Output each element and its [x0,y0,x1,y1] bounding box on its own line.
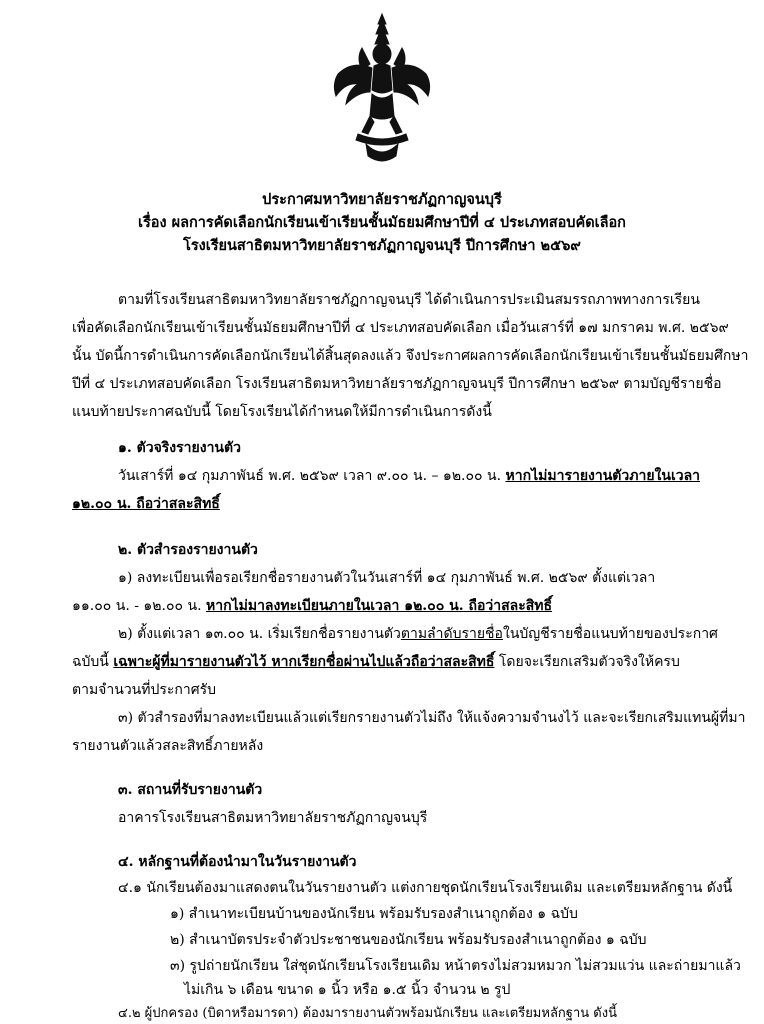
section-4-1: ๔.๑ นักเรียนต้องมาแสดงตนในวันรายงานตัว แต่งกายชุดนักเรียนโรงเรียนเดิม และเตรียมหลักฐาน ดังนี้ [118,880,733,896]
section-3-text: อาคารโรงเรียนสาธิตมหาวิทยาลัยราชภัฏกาญจนบุรี [118,810,428,826]
intro-line-4: ปีที่ ๔ ประเภทสอบคัดเลือก โรงเรียนสาธิตมหาวิทยาลัยราชภัฏกาญจนบุรี ปีการศึกษา ๒๕๖๙ ตามบัญชีรายชื่อ [72,376,722,392]
section-2-item-2-text-b: ในบัญชีรายชื่อแนบท้ายของประกาศ [502,626,718,642]
intro-line-5: แนบท้ายประกาศฉบับนี้ โดยโรงเรียนได้กำหนดให้มีการดำเนินการดังนี้ [72,404,492,420]
title-line-2: เรื่อง ผลการคัดเลือกนักเรียนเข้าเรียนชั้นมัธยมศึกษาปีที่ ๔ ประเภทสอบคัดเลือก [138,214,626,231]
section-4-2: ๔.๒ ผู้ปกครอง (บิดาหรือมารดา) ต้องมารายงานตัวพร้อมนักเรียน และเตรียมหลักฐาน ดังนี้ [118,1006,617,1021]
section-2-order: ตามลำดับรายชื่อ [400,626,503,642]
section-2-warning: หากไม่มาลงทะเบียนภายในเวลา ๑๒.๐๐ น. ถือว่าสละสิทธิ์ [206,598,553,614]
section-1-heading: ๑. ตัวจริงรายงานตัว [118,440,241,456]
intro-line-2: เพื่อคัดเลือกนักเรียนเข้าเรียนชั้นมัธยมศึกษาปีที่ ๔ ประเภทสอบคัดเลือก เมื่อวันเสาร์ที่ ๑๗ มกราคม พ.ศ. ๒๕๖๙ [72,320,729,336]
section-1-text: วันเสาร์ที่ ๑๔ กุมภาพันธ์ พ.ศ. ๒๕๖๙ เวลา ๙.๐๐ น. – ๑๒.๐๐ น. [118,468,506,484]
section-4-1-item-1: ๑) สำเนาทะเบียนบ้านของนักเรียน พร้อมรับรองสำเนาถูกต้อง ๑ ฉบับ [170,906,578,922]
intro-line-1: ตามที่โรงเรียนสาธิตมหาวิทยาลัยราชภัฏกาญจนบุรี ได้ดำเนินการประเมินสมรรถภาพทางการเรียน [118,292,700,308]
section-2-item-2-end: ตามจำนวนที่ประกาศรับ [72,682,217,698]
section-4-heading: ๔. หลักฐานที่ต้องนำมาในวันรายงานตัว [118,854,357,870]
section-4-1-item-2: ๒) สำเนาบัตรประจำตัวประชาชนของนักเรียน พร้อมรับรองสำเนาถูกต้อง ๑ ฉบับ [170,932,647,948]
title-line-1: ประกาศมหาวิทยาลัยราชภัฏกาญจนบุรี [262,191,502,208]
section-2-item-1-cont [72,596,552,616]
section-2-item-2-cont [72,652,680,672]
section-4-1-item-3: ๓) รูปถ่ายนักเรียน ใส่ชุดนักเรียนโรงเรียนเดิม หน้าตรงไม่สวมหมวก ไม่สวมแว่น และถ่ายมาแล้ว [170,958,741,974]
section-3-heading: ๓. สถานที่รับรายงานตัว [118,782,263,798]
section-2-heading: ๒. ตัวสำรองรายงานตัว [118,542,258,558]
section-4-1-item-3-cont: ไม่เกิน ๖ เดือน ขนาด ๑ นิ้ว หรือ ๑.๕ นิ้ว จำนวน ๒ รูป [184,982,511,998]
section-2-item-1: ๑) ลงทะเบียนเพื่อรอเรียกชื่อรายงานตัวในวันเสาร์ที่ ๑๔ กุมภาพันธ์ พ.ศ. ๒๕๖๙ ตั้งแต่เวลา [118,570,656,586]
title-line-3: โรงเรียนสาธิตมหาวิทยาลัยราชภัฏกาญจนบุรี ปีการศึกษา ๒๕๖๙ [183,237,581,254]
section-2-fill: โดยจะเรียกเสริมตัวจริงให้ครบ [494,654,680,670]
section-1-warning: หากไม่มารายงานตัวภายในเวลา [505,468,701,484]
section-2-item-3-cont: รายงานตัวแล้วสละสิทธิ์ภายหลัง [72,738,264,754]
section-2-issue: ฉบับนี้ [72,654,114,670]
intro-line-3: นั้น บัดนี้การดำเนินการคัดเลือกนักเรียนได้สิ้นสุดลงแล้ว จึงประกาศผลการคัดเลือกนักเรียนเข้าเรียนชั้นมัธยมศึกษา [72,348,749,364]
section-2-item-2-text: ๒) ตั้งแต่เวลา ๑๓.๐๐ น. เริ่มเรียกชื่อรายงานตัว [118,626,401,642]
section-1-warning-cont: ๑๒.๐๐ น. ถือว่าสละสิทธิ์ [72,496,220,512]
section-2-item-3: ๓) ตัวสำรองที่มาลงทะเบียนแล้วแต่เรียกรายงานตัวไม่ถึง ให้แจ้งความจำนงไว้ และจะเรียกเสริมแทนผู้ที่มา [118,710,746,726]
section-2-time: ๑๑.๐๐ น. - ๑๒.๐๐ น. [72,598,206,614]
section-2-item-2 [118,624,718,644]
section-1-line-1 [118,466,700,486]
announcement-title [0,188,764,257]
garuda-emblem [328,10,436,170]
section-2-forfeit: เฉพาะผู้ที่มารายงานตัวไว้ หากเรียกชื่อผ่านไปแล้วถือว่าสละสิทธิ์ [113,654,495,670]
